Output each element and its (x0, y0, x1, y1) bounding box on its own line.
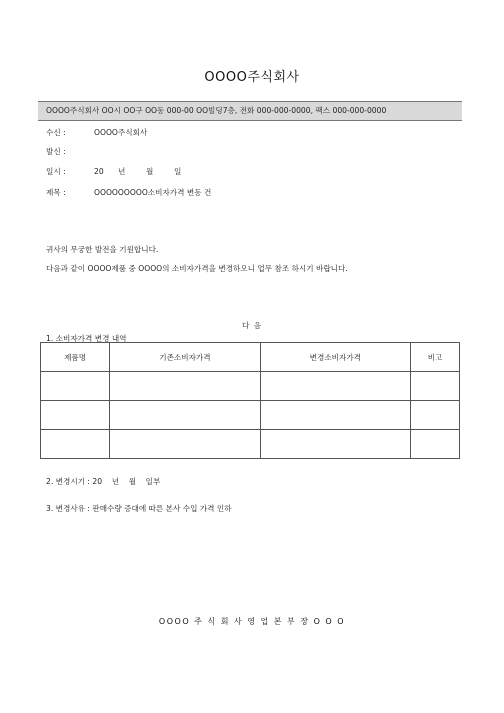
section2-change-date: 2. 변경시기 : 20 년 월 일부 (46, 477, 161, 486)
subject-row (46, 187, 211, 198)
notice-heading: 다 음 (241, 321, 263, 330)
table-cell (41, 430, 110, 459)
date-row (46, 166, 181, 177)
header-product-name: 제품명 (41, 343, 110, 372)
signature-line: OOOO 주 식 회 사 영 업 본 부 장 O O O (158, 617, 346, 626)
subject-value: OOOOOOOOO소비자가격 변동 건 (94, 188, 212, 197)
table-cell (260, 372, 410, 401)
table-cell (411, 372, 460, 401)
document-title: OOOO주식회사 (204, 70, 300, 85)
price-change-table (40, 342, 460, 459)
subject-label: 제목 : (46, 188, 66, 197)
recipient-row (46, 127, 147, 138)
table-cell (260, 430, 410, 459)
section1-title: 1. 소비자가격 변경 내역 (46, 334, 127, 343)
notice-line: 다음과 같이 OOOO제품 중 OOOO의 소비자가격을 변경하오니 업무 참조 하시기 바랍니다. (46, 264, 348, 273)
table-cell (260, 401, 410, 430)
table-row (41, 430, 460, 459)
table-cell (411, 401, 460, 430)
company-header-bar: OOOO주식회사 OO시 OO구 OO동 000-00 OO빌딩7층, 전화 000-000-0000, 팩스 000-000-0000 (38, 101, 462, 121)
table-cell (41, 372, 110, 401)
date-month-unit: 월 (146, 167, 154, 176)
sender-row (46, 146, 94, 157)
section3-change-reason: 3. 변경사유 : 판매수량 증대에 따른 본사 수입 가격 인하 (46, 504, 232, 513)
date-label: 일시 : (46, 167, 66, 176)
table-cell (110, 401, 260, 430)
table-header-row (41, 343, 460, 372)
table-cell (411, 430, 460, 459)
table-cell (110, 372, 260, 401)
recipient-value: OOOO주식회사 (94, 128, 148, 137)
sender-label: 발신 : (46, 147, 66, 156)
recipient-label: 수신 : (46, 128, 66, 137)
table-cell (110, 430, 260, 459)
date-year-unit: 년 (118, 167, 126, 176)
table-row (41, 372, 460, 401)
date-year: 20 (94, 167, 104, 176)
table-cell (41, 401, 110, 430)
greeting-line: 귀사의 무궁한 발전을 기원합니다. (46, 245, 159, 254)
header-old-price: 기존소비자가격 (110, 343, 260, 372)
date-day-unit: 일 (174, 167, 182, 176)
header-remarks: 비고 (411, 343, 460, 372)
table-row (41, 401, 460, 430)
header-new-price: 변경소비자가격 (260, 343, 410, 372)
